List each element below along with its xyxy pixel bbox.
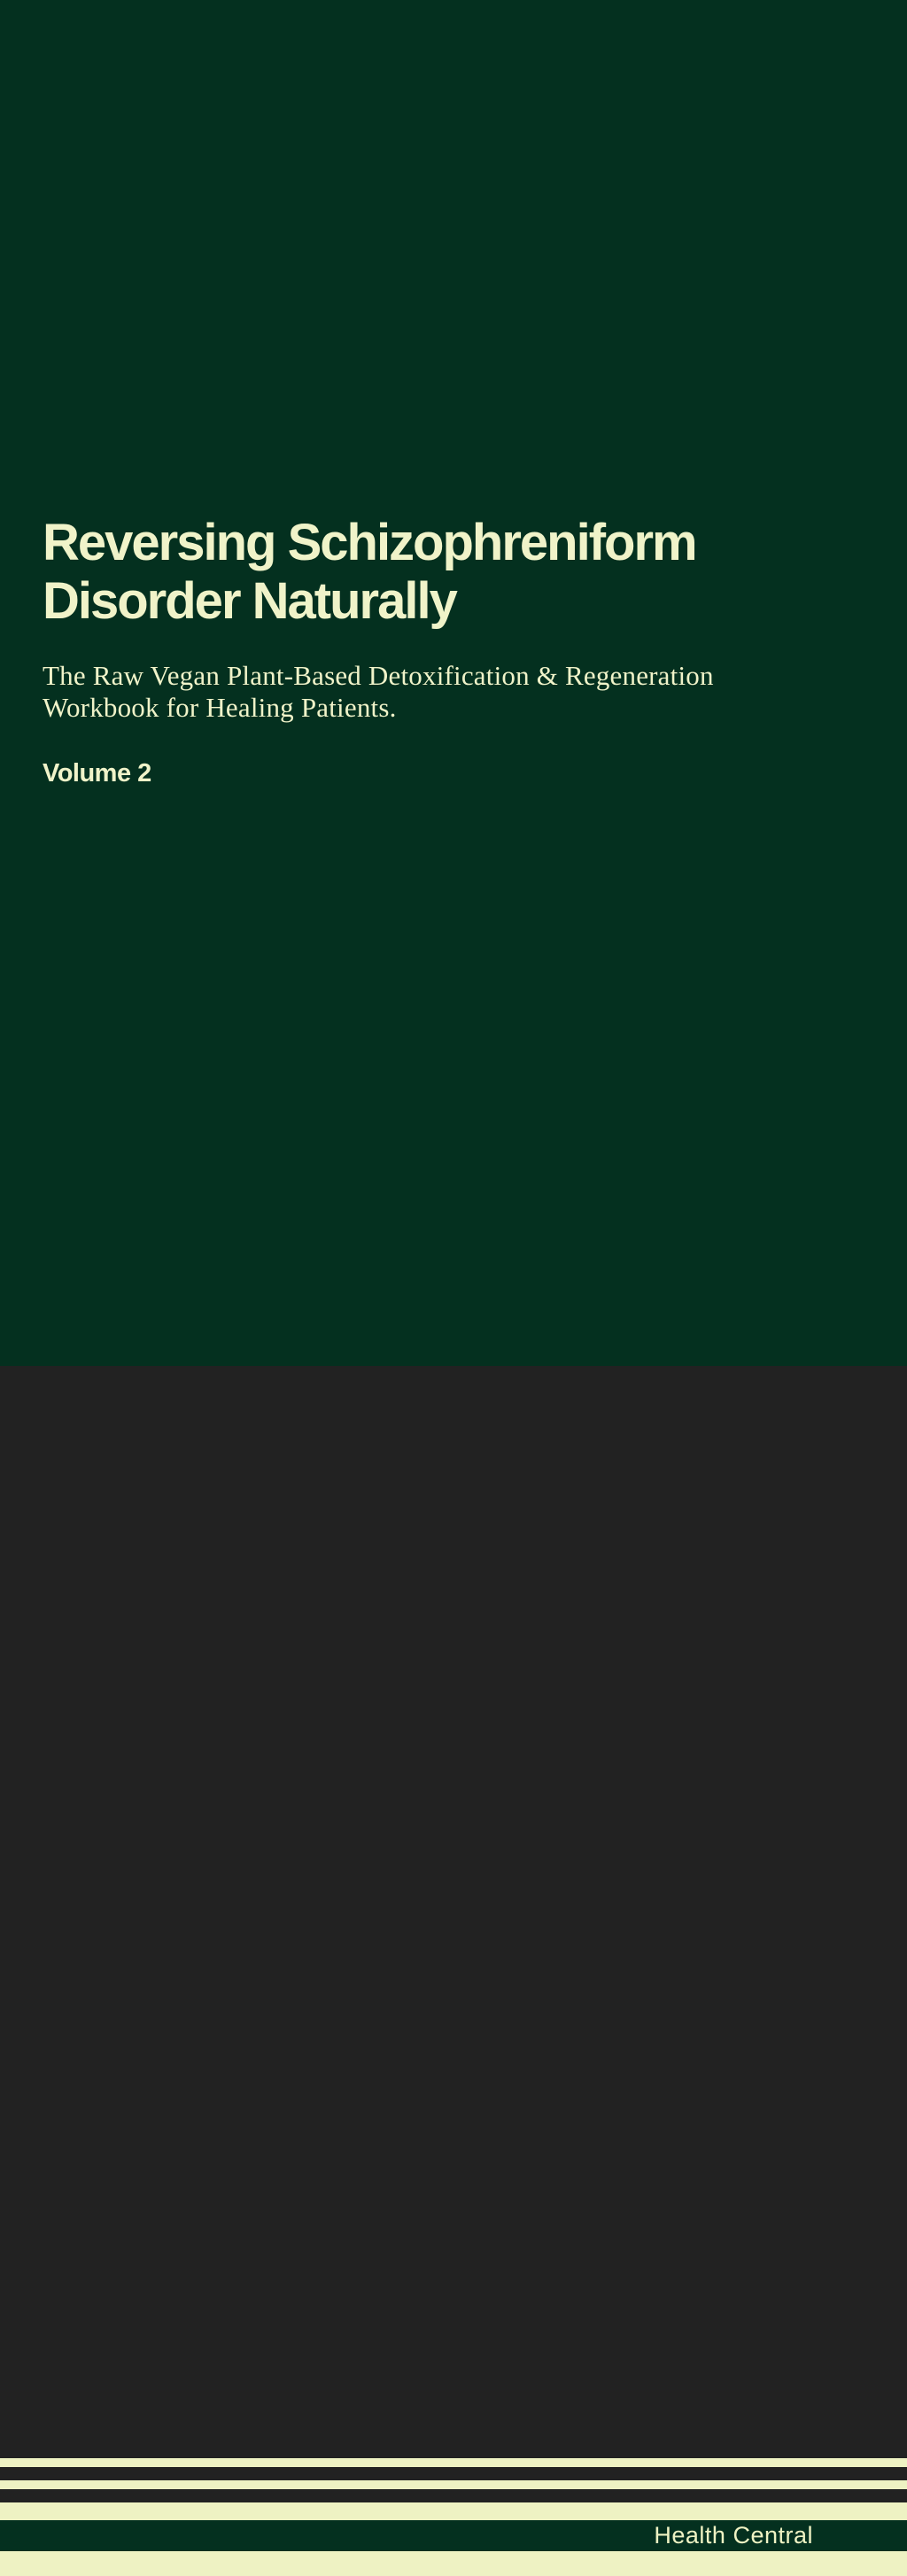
footer-stripe-medium [0, 2502, 907, 2520]
book-title [43, 514, 696, 631]
volume-label: Volume 2 [43, 759, 151, 788]
footer-stripe-thin-1 [0, 2458, 907, 2467]
footer-stripe-wide [0, 2551, 907, 2576]
publisher-band [0, 2520, 907, 2551]
footer-stripe-thin-2 [0, 2480, 907, 2489]
book-subtitle [43, 660, 714, 724]
subtitle-line-1: The Raw Vegan Plant-Based Detoxification & Regeneration [43, 660, 714, 691]
title-line-1: Reversing Schizophreniform [43, 514, 696, 571]
footer-stripes [0, 1224, 907, 2549]
title-line-2: Disorder Naturally [43, 572, 456, 630]
subtitle-line-2: Workbook for Healing Patients. [43, 692, 397, 723]
publisher-name: Health Central [654, 2522, 813, 2549]
